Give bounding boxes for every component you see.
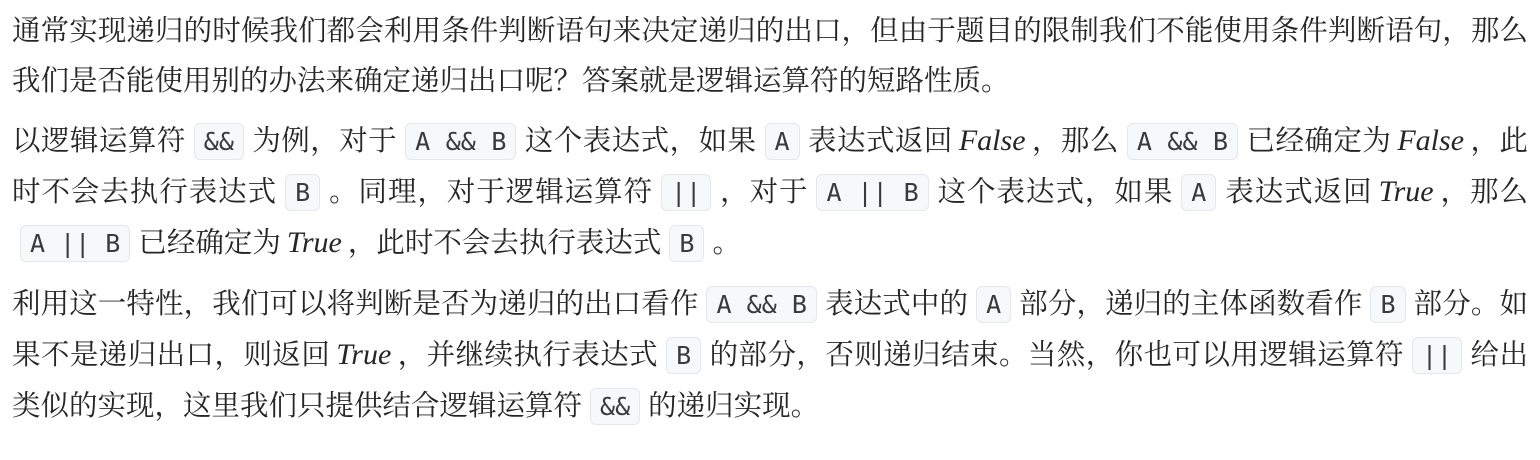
paragraph-2 [12,116,1528,269]
text-run: 表达式中的 [824,287,969,320]
text-run: 这个表达式，如果 [524,124,757,157]
math-term: True [1378,175,1434,208]
inline-code: A [1181,174,1216,211]
math-term: True [336,338,392,371]
text-run: 的递归实现。 [648,389,820,422]
text-run: 这个表达式，如果 [936,175,1174,208]
inline-code: || [1412,337,1462,374]
inline-code: B [666,337,701,374]
text-run: 部分，递归的主体函数看作 [1019,287,1363,320]
inline-code: && [590,388,640,425]
math-term: False [958,124,1026,157]
inline-code: A && B [405,123,516,160]
text-run: 利用这一特性，我们可以将判断是否为递归的出口看作 [12,287,699,320]
inline-code: B [285,174,320,211]
inline-code: A || B [20,225,130,262]
text-run: 部分。如果不是递归出口，则返回 [12,287,1528,371]
inline-code: && [194,123,244,160]
inline-code: A && B [706,286,817,323]
math-term: False [1397,124,1465,157]
text-run: ，那么 [1439,175,1528,208]
inline-code: || [661,174,711,211]
text-run: 已经确定为 [1246,124,1392,157]
text-run: ，此时不会去执行表达式 [347,226,662,259]
text-run: 。 [712,226,741,259]
text-run: 。同理，对于逻辑运算符 [328,175,654,208]
paragraph-3 [12,279,1528,432]
text-run: 表达式返回 [807,124,953,157]
text-run: 的部分，否则递归结束。当然，你也可以用逻辑运算符 [709,338,1404,371]
inline-code: A || B [816,174,928,211]
inline-code: A [976,286,1011,323]
text-run: 给出类似的实现，这里我们只提供结合逻辑运算符 [12,338,1528,422]
text-run: ，对于 [719,175,809,208]
text-run: ，此时不会去执行表达式 [12,124,1528,208]
text-run: 以逻辑运算符 [12,124,186,157]
inline-code: B [669,225,704,262]
text-run: ，并继续执行表达式 [397,338,659,371]
inline-code: A [765,123,800,160]
text-run: 已经确定为 [138,226,281,259]
text-run: 表达式返回 [1224,175,1373,208]
math-term: True [286,226,342,259]
text-run: 通常实现递归的时候我们都会利用条件判断语句来决定递归的出口，但由于题目的限制我们不能使用条件判断语句，那么我们是否能使用别的办法来确定递归出口呢？答案就是逻辑运算符的短路性质。 [12,14,1528,97]
inline-code: A && B [1127,123,1238,160]
paragraph-1 [12,6,1528,106]
inline-code: B [1370,286,1405,323]
text-run: ，那么 [1031,124,1119,157]
text-run: 为例，对于 [251,124,398,157]
